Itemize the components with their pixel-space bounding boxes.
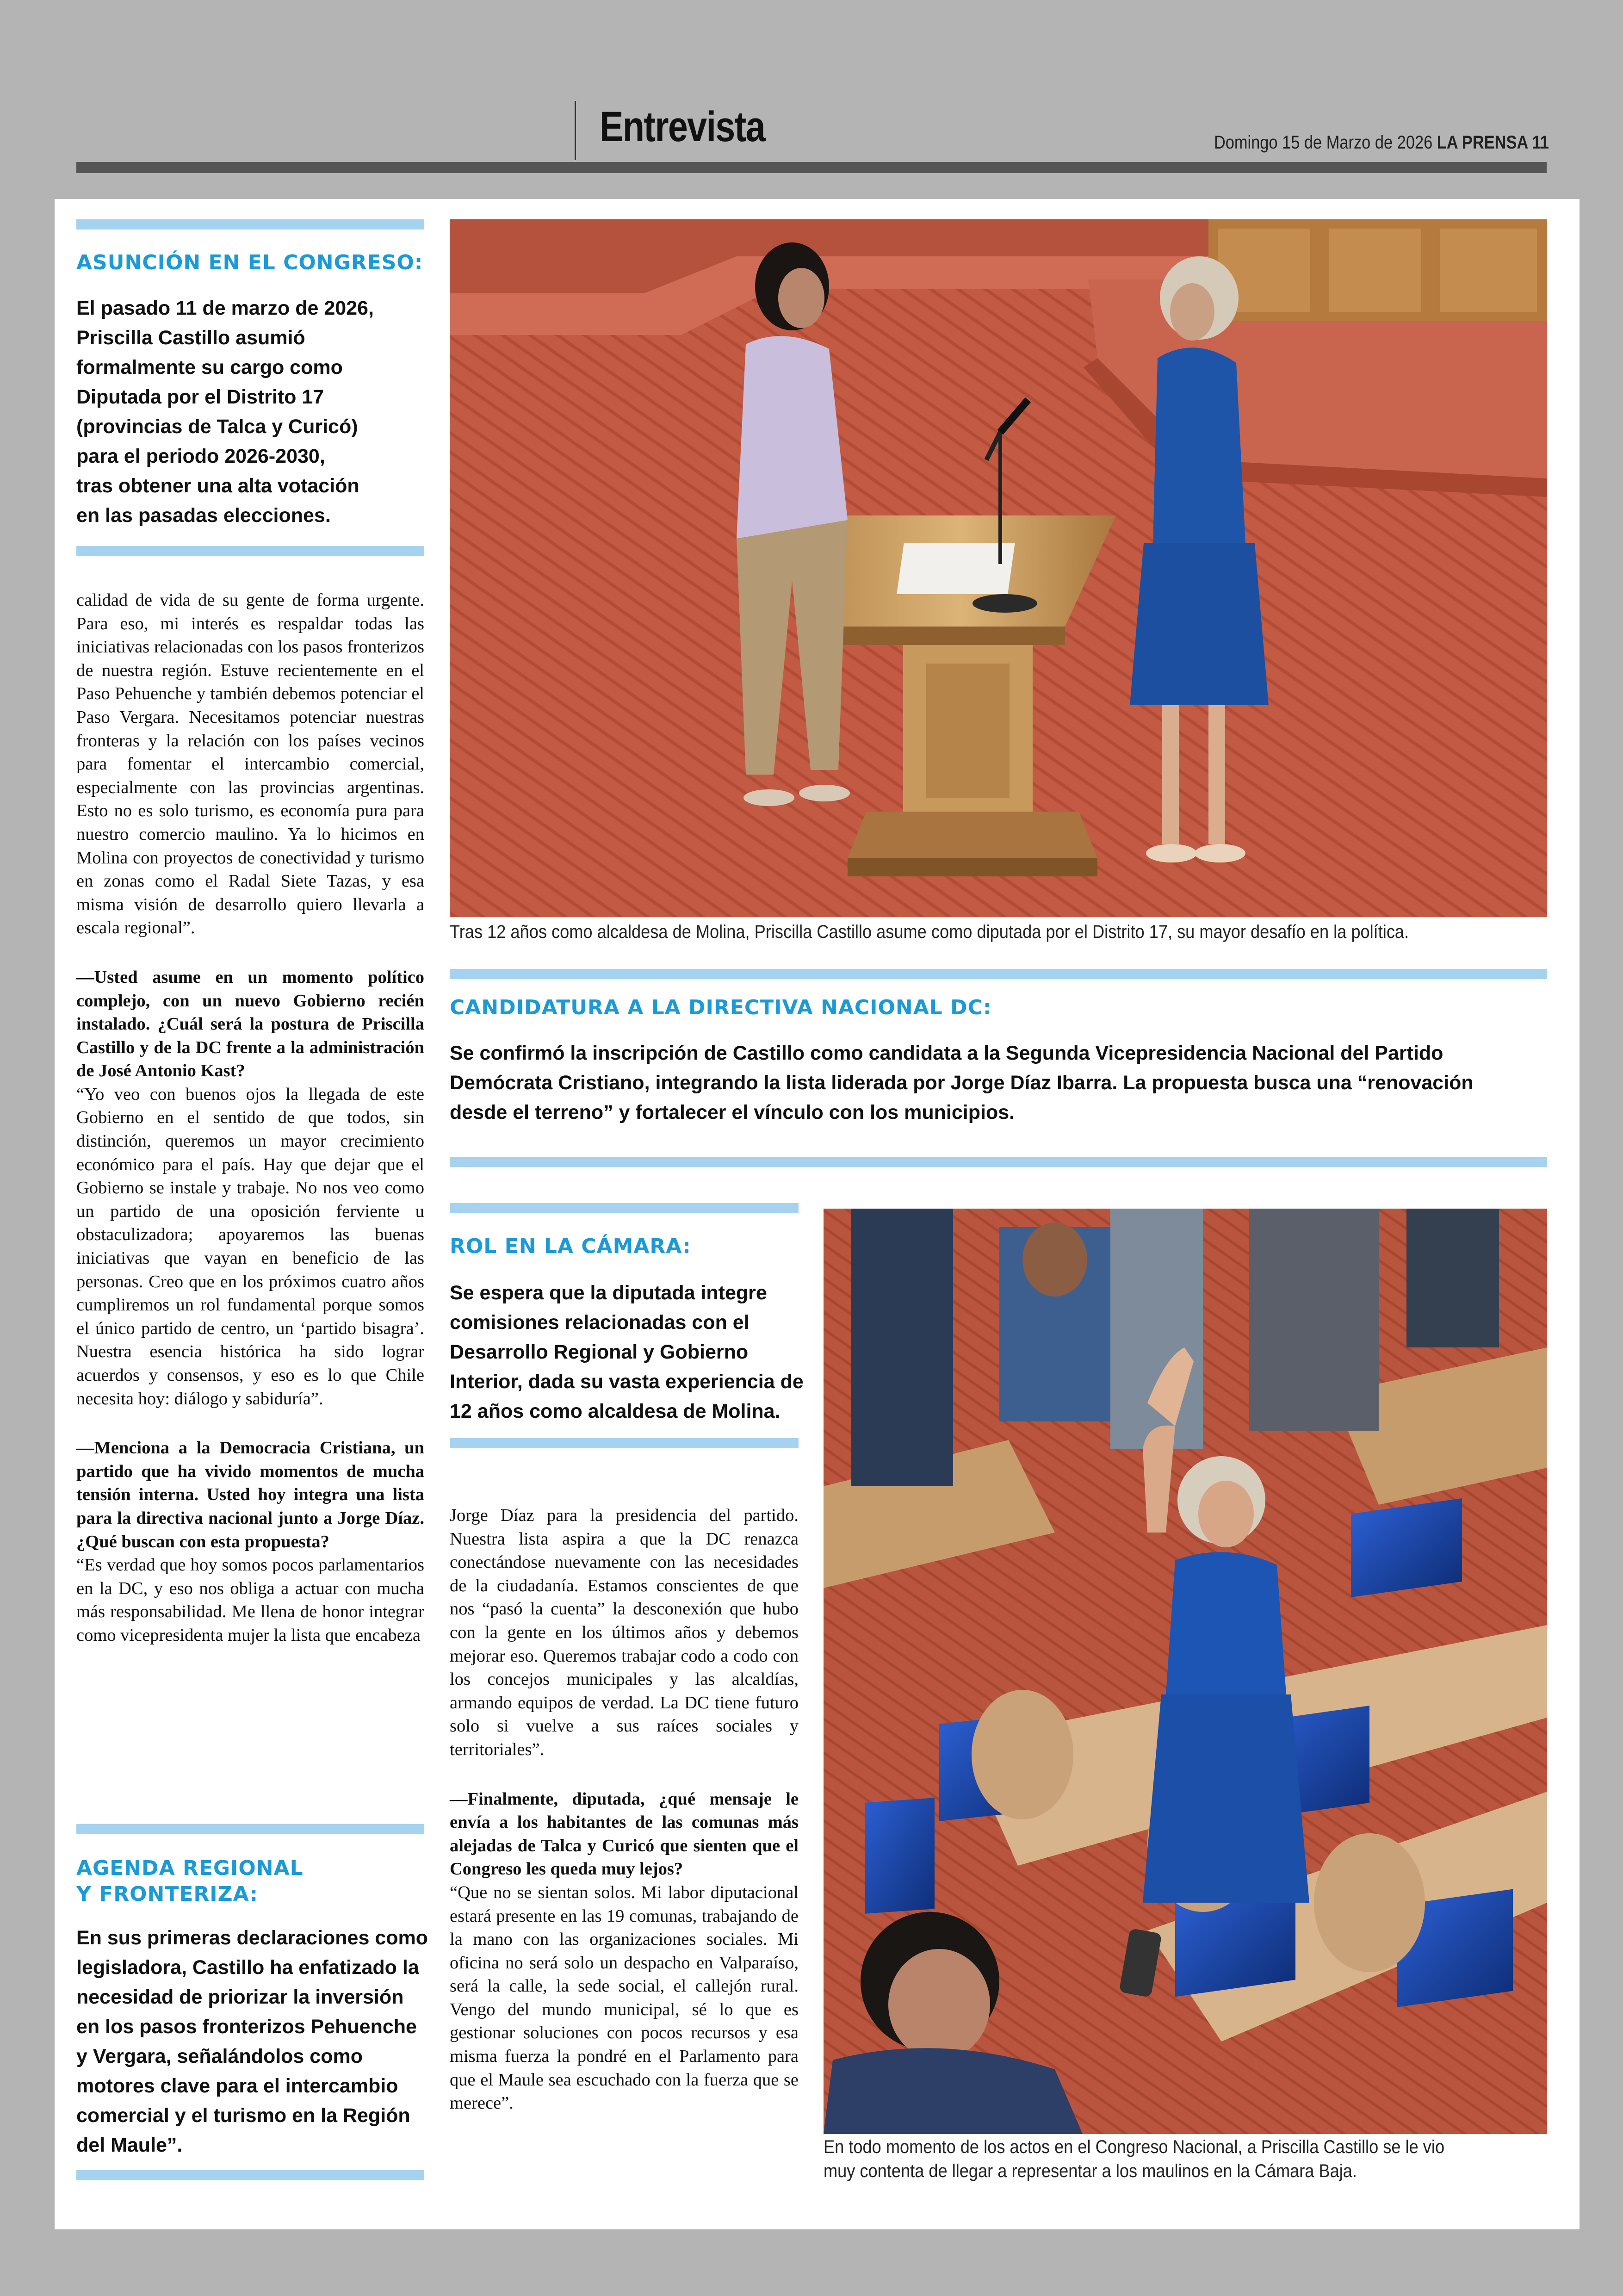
box-rule-top (76, 219, 424, 230)
header-separator (575, 101, 576, 160)
answer-paragraph: “Yo veo con buenos ojos la llegada de este Gobierno en el sentido de que todos, sin distinción, queremos un mayor crecimiento económico para el país. Hay que dejar que el Gobierno se instale y trabaje. No nos veo como un partido de una oposición ferviente u obstaculizadora; apoyaremos las buenas iniciativas que vayan en beneficio de las personas. Creo que en los próximos cuatro años cumpliremos un rol fundamental porque somos el único partido de centro, un ‘partido bisagra’. Nuestra esencia histórica ha sido lograr acuerdos y consensos, y eso es lo que Chile necesita hoy: diálogo y sabiduría”. (76, 1084, 424, 1409)
text-line: del Maule”. (76, 2134, 183, 2156)
answer-paragraph: calidad de vida de su gente de forma urgente. Para eso, mi interés es respaldar todas las iniciativas relacionadas con los pasos fronterizos de nuestra región. Estuve recientemente en el Paso Pehuenche y también debemos potenciar el Paso Vergara. Necesitamos potenciar nuestras fronteras y la relación con los países vecinos para fomentar el intercambio comercial, especialmente con las provincias argentinas. Esto no es solo turismo, es economía pura para nuestro comercio maulino. Ya lo hicimos en Molina con proyectos de conectividad y turismo en zonas como el Radal Siete Tazas, y esa misma visión de desarrollo quiero llevarla a escala regional”. (76, 590, 424, 938)
box-rule-bottom (76, 546, 424, 556)
article-column-left (76, 589, 424, 1647)
text-line: en los pasos fronterizos Pehuenche (76, 2016, 417, 2038)
text-line: tras obtener una alta votación (76, 475, 359, 497)
photo-caption-top: Tras 12 años como alcaldesa de Molina, Priscilla Castillo asume como diputada por el Distrito 17, su mayor desafío en la política. (450, 922, 1409, 942)
text-line: en las pasadas elecciones. (76, 504, 331, 527)
text-line: legisladora, Castillo ha enfatizado la (76, 1956, 419, 1979)
box-candidatura-text (450, 1038, 1560, 1127)
text-line: formalmente su cargo como (76, 356, 343, 379)
article-column-middle (450, 1504, 799, 2115)
photo-swearing-in (450, 219, 1547, 917)
text-line: En sus primeras declaraciones como (76, 1927, 428, 1949)
box-asuncion-title: ASUNCIÓN EN EL CONGRESO: (76, 251, 423, 274)
text-line: Diputada por el Distrito 17 (76, 386, 324, 408)
box-candidatura-title: CANDIDATURA A LA DIRECTIVA NACIONAL DC: (450, 996, 992, 1019)
caption-line: En todo momento de los actos en el Congreso Nacional, a Priscilla Castillo se le vio (824, 2137, 1445, 2157)
text-line: para el periodo 2026-2030, (76, 445, 325, 467)
title-line: AGENDA REGIONAL (76, 1856, 304, 1880)
box-rule-bottom (450, 1438, 799, 1448)
box-rol-text (450, 1278, 811, 1426)
answer-paragraph: Jorge Díaz para la presidencia del partido. Nuestra lista aspira a que la DC renazca conectándose nuevamente con las necesidades de la ciudadanía. Estamos conscientes de que nos “pasó la cuenta” la desconexión que hubo con la gente en los últimos años y debemos mejorar eso. Queremos trabajar codo a codo con los concejos municipales y las alcaldías, armando equipos de verdad. La DC tiene futuro solo si vuelve a sus raíces sociales y territoriales”. (450, 1506, 799, 1759)
box-asuncion-text (76, 293, 428, 530)
text-line: Desarrollo Regional y Gobierno (450, 1341, 749, 1363)
question-paragraph: —Finalmente, diputada, ¿qué mensaje le envía a los habitantes de las comunas más alejadas de Talca y Curicó que sienten que el Congreso les queda muy lejos? (450, 1789, 799, 1879)
text-line: necesidad de priorizar la inversión (76, 1986, 404, 2008)
text-line: y Vergara, señalándolos como (76, 2045, 363, 2067)
text-line: Interior, dada su vasta experiencia de (450, 1371, 804, 1393)
box-agenda-text (76, 1923, 433, 2160)
box-rule-top (450, 969, 1547, 979)
date-text: Domingo 15 de Marzo de 2026 (1214, 132, 1433, 153)
text-line: comisiones relacionadas con el (450, 1311, 750, 1334)
text-line: El pasado 11 de marzo de 2026, (76, 297, 374, 319)
box-rule-top (450, 1203, 799, 1213)
text-line: Se espera que la diputada integre (450, 1282, 767, 1304)
box-rule-top (76, 1824, 424, 1834)
issue-date (1214, 132, 1549, 153)
text-line: Se confirmó la inscripción de Castillo como candidata a la Segunda Vicepresidencia Nacional del Partido (450, 1042, 1443, 1064)
section-title: Entrevista (600, 103, 765, 150)
text-line: motores clave para el intercambio (76, 2075, 398, 2097)
box-agenda-title (76, 1855, 304, 1907)
paper-page-label: LA PRENSA 11 (1437, 132, 1549, 153)
caption-line: muy contenta de llegar a representar a los maulinos en la Cámara Baja. (824, 2161, 1357, 2181)
text-line: Demócrata Cristiano, integrando la lista liderada por Jorge Díaz Ibarra. La propuesta busca una “renovación (450, 1072, 1474, 1094)
answer-paragraph: “Es verdad que hoy somos pocos parlamentarios en la DC, y eso nos obliga a actuar con mucha más responsabilidad. Me llena de honor integrar como vicepresidenta mujer la lista que encabeza (76, 1555, 424, 1645)
title-line: Y FRONTERIZA: (76, 1882, 259, 1906)
box-rule-bottom (450, 1157, 1547, 1167)
answer-paragraph: “Que no se sientan solos. Mi labor diputacional estará presente en las 19 comunas, trabajando de la mano con las organizaciones sociales. Mi oficina no será solo un despacho en Valparaíso, será la calle, la sede social, el callejón rural. Vengo del mundo municipal, sé lo que es gestionar soluciones con pocos recursos y esa misma fuerza la pondré en el Parlamento para que el Maule sea escuchado con la fuerza que se merece”. (450, 1882, 799, 2113)
text-line: 12 años como alcaldesa de Molina. (450, 1400, 781, 1422)
question-paragraph: —Menciona a la Democracia Cristiana, un partido que ha vivido momentos de mucha tensión interna. Usted hoy integra una lista para la directiva nacional junto a Jorge Díaz. ¿Qué buscan con esta propuesta? (76, 1438, 424, 1551)
text-line: comercial y el turismo en la Región (76, 2104, 410, 2127)
question-paragraph: —Usted asume en un momento político complejo, con un nuevo Gobierno recién instalado. ¿Cuál será la postura de Priscilla Castillo y de la DC frente a la administración de José Antonio Kast? (76, 967, 424, 1081)
text-line: Priscilla Castillo asumió (76, 327, 305, 349)
text-line: desde el terreno” y fortalecer el vínculo con los municipios. (450, 1101, 1015, 1123)
header-rule (76, 162, 1547, 173)
photo-waving (824, 1209, 1547, 2134)
text-line: (provincias de Talca y Curicó) (76, 416, 358, 438)
box-rol-title: ROL EN LA CÁMARA: (450, 1235, 691, 1258)
box-rule-bottom (76, 2170, 424, 2180)
photo-caption-bottom (824, 2135, 1510, 2183)
